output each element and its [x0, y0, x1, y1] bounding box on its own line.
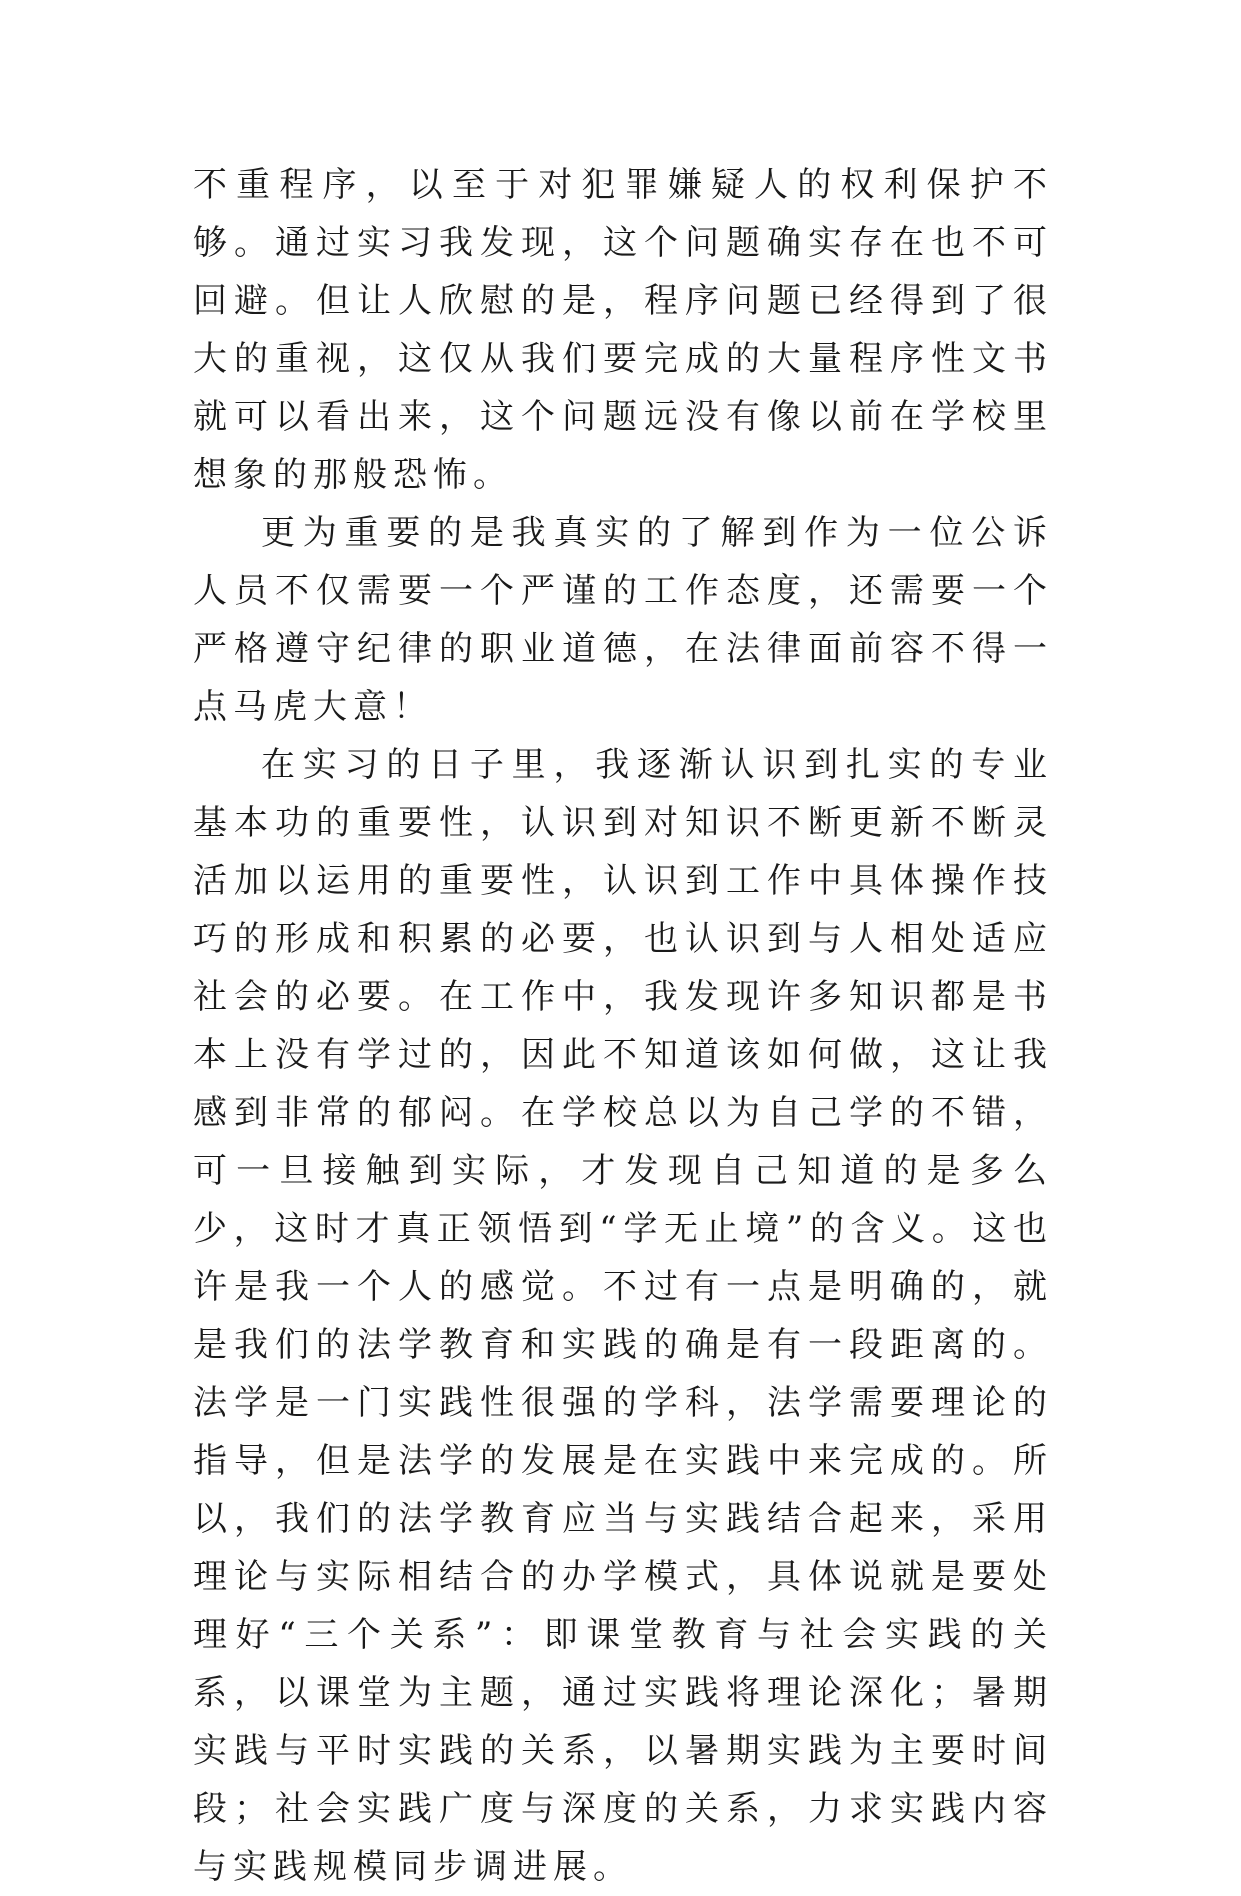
document-body: [193, 156, 1053, 1896]
paragraph-professional-ethics: 更为重要的是我真实的了解到作为一位公诉人员不仅需要一个严谨的工作态度，还需要一个严格遵守纪律的职业道德，在法律面前容不得一点马虎大意！: [193, 513, 1053, 727]
paragraph-internship-reflection: 在实习的日子里，我逐渐认识到扎实的专业基本功的重要性，认识到对知识不断更新不断灵活加以运用的重要性，认识到工作中具体操作技巧的形成和积累的必要，也认识到与人相处适应社会的必要。在工作中，我发现许多知识都是书本上没有学过的，因此不知道该如何做，这让我感到非常的郁闷。在学校总以为自己学的不错，可一旦接触到实际，才发现自己知道的是多么少，这时才真正领悟到“学无止境”的含义。这也许是我一个人的感觉。不过有一点是明确的，就是我们的法学教育和实践的确是有一段距离的。法学是一门实践性很强的学科，法学需要理论的指导，但是法学的发展是在实践中来完成的。所以，我们的法学教育应当与实践结合起来，采用理论与实际相结合的办学模式，具体说就是要处理好“三个关系”：即课堂教育与社会实践的关系，以课堂为主题，通过实践将理论深化；暑期实践与平时实践的关系，以暑期实践为主要时间段；社会实践广度与深度的关系，力求实践内容与实践规模同步调进展。: [193, 745, 1053, 1887]
paragraph-continuation: 不重程序，以至于对犯罪嫌疑人的权利保护不够。通过实习我发现，这个问题确实存在也不可回避。但让人欣慰的是，程序问题已经得到了很大的重视，这仅从我们要完成的大量程序性文书就可以看出来，这个问题远没有像以前在学校里想象的那般恐怖。: [193, 165, 1053, 495]
